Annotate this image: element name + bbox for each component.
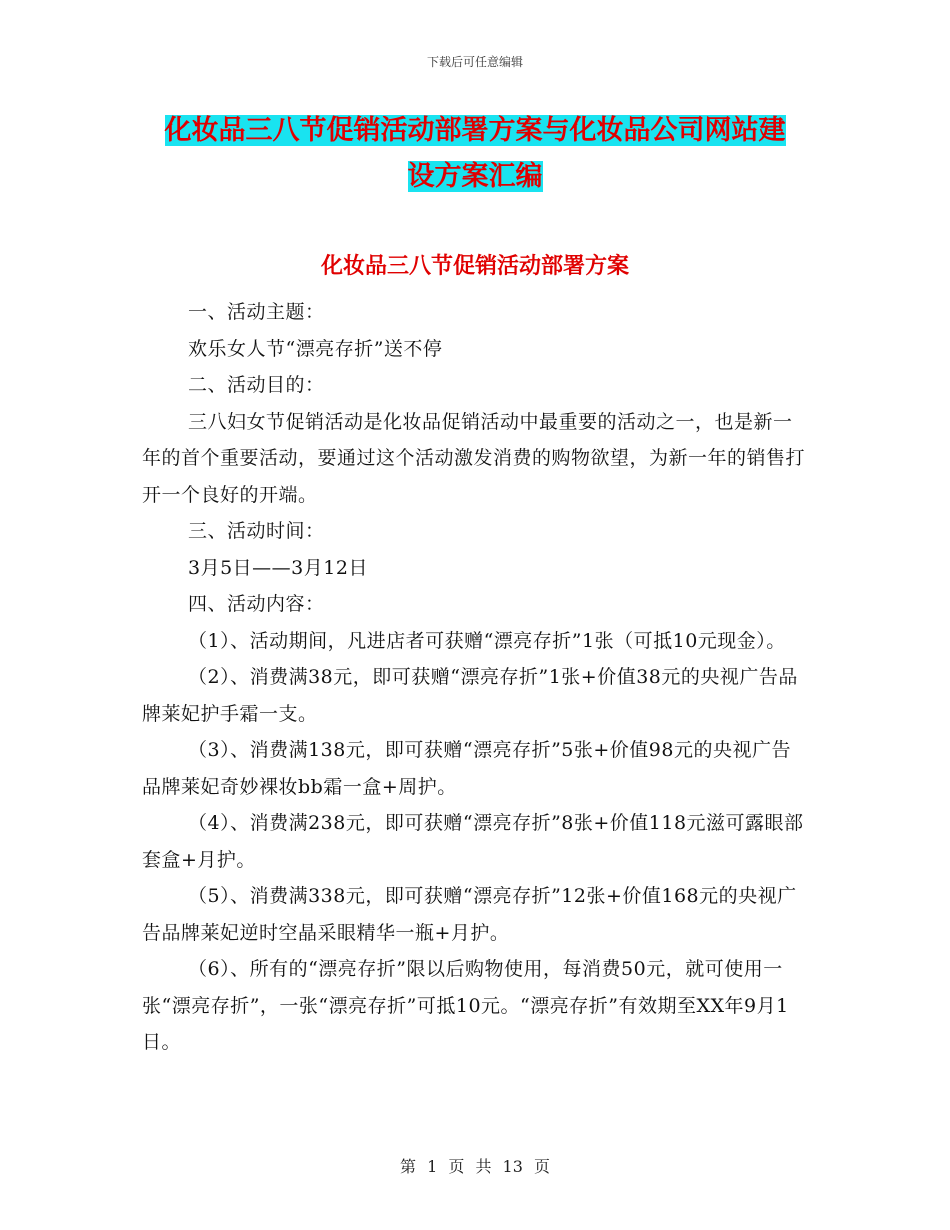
paragraph: （3）、消费满138元，即可获赠“漂亮存折”5张+价值98元的央视广告品牌莱妃奇妙裸妆bb霜一盒+周护。 bbox=[142, 739, 791, 798]
paragraph: 三八妇女节促销活动是化妆品促销活动中最重要的活动之一，也是新一年的首个重要活动，要通过这个活动激发消费的购物欲望，为新一年的销售打开一个良好的开端。 bbox=[142, 410, 806, 506]
document-title-line-1: 化妆品三八节促销活动部署方案与化妆品公司网站建 bbox=[164, 115, 786, 146]
paragraph: 一、活动主题： bbox=[188, 301, 325, 323]
paragraph: （1）、活动期间，凡进店者可获赠“漂亮存折”1张（可抵10元现金）。 bbox=[188, 629, 786, 652]
page-footer: 第 1 页 共 13 页 bbox=[400, 1157, 550, 1176]
paragraph: （4）、消费满238元，即可获赠“漂亮存折”8张+价值118元滋可露眼部套盒+月护。 bbox=[142, 812, 804, 871]
paragraph: （2）、消费满38元，即可获赠“漂亮存折”1张+价值38元的央视广告品牌莱妃护手霜一支。 bbox=[142, 666, 798, 725]
document-title bbox=[140, 108, 810, 200]
paragraph: 二、活动目的： bbox=[188, 374, 325, 396]
paragraph: 四、活动内容： bbox=[188, 593, 325, 615]
page-header: 下载后可任意编辑 bbox=[426, 55, 523, 69]
document-title-line-2: 设方案汇编 bbox=[407, 161, 543, 192]
document-body bbox=[142, 294, 810, 1061]
paragraph: 三、活动时间： bbox=[188, 520, 325, 542]
paragraph: 3月5日——3月12日 bbox=[188, 556, 368, 579]
paragraph: （6）、所有的“漂亮存折”限以后购物使用，每消费50元，就可使用一张“漂亮存折”，一张“漂亮存折”可抵10元。“漂亮存折”有效期至XX年9月1日。 bbox=[142, 958, 789, 1053]
section-title: 化妆品三八节促销活动部署方案 bbox=[320, 253, 629, 279]
paragraph: （5）、消费满338元，即可获赠“漂亮存折”12张+价值168元的央视广告品牌莱妃逆时空晶采眼精华一瓶+月护。 bbox=[142, 885, 797, 944]
paragraph: 欢乐女人节“漂亮存折”送不停 bbox=[188, 337, 443, 360]
